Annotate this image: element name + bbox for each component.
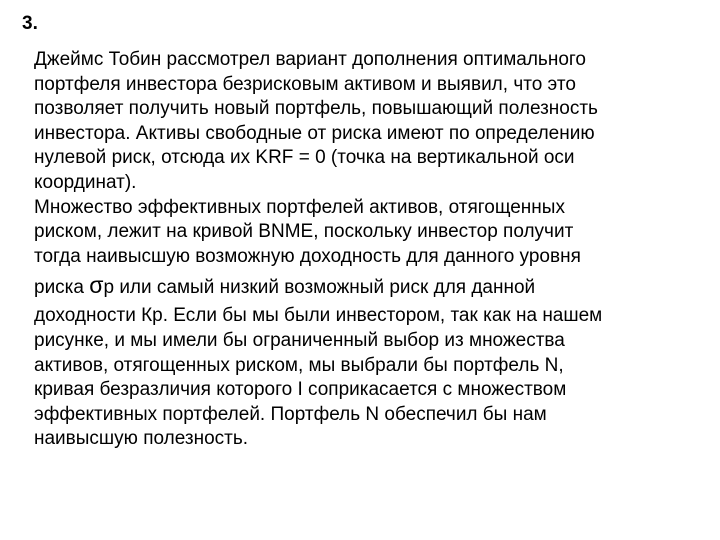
text-line: активов, отягощенных риском, мы выбрали бы портфель N, [34, 354, 564, 376]
text-line: инвестора. Активы свободные от риска имеют по определению [34, 122, 595, 144]
text-line: нулевой риск, отсюда их KRF = 0 (точка на вертикальной оси [34, 147, 575, 169]
text-line: координат). [34, 171, 137, 193]
text-line: наивысшую полезность. [34, 428, 249, 450]
sigma-line-before: риска [34, 277, 90, 299]
slide-number: 3. [22, 13, 38, 34]
text-line: Множество эффективных портфелей активов, отягощенных [34, 196, 565, 218]
text-line: Джеймс Тобин рассмотрел вариант дополнения оптимального [34, 49, 586, 70]
text-line: портфеля инвестора безрисковым активом и выявил, что это [34, 73, 576, 95]
body-text [34, 48, 704, 452]
sigma-symbol: σ [89, 272, 104, 299]
text-line: доходности Кр. Если бы мы были инвестором, так как на нашем [34, 305, 603, 327]
text-line: эффективных портфелей. Портфель N обеспечил бы нам [34, 403, 547, 425]
text-line: риском, лежит на кривой BNME, поскольку инвестор получит [34, 221, 574, 243]
sigma-line-after: р или самый низкий возможный риск для данной [103, 277, 536, 299]
text-line: кривая безразличия которого I соприкасается с множеством [34, 379, 567, 401]
text-line: позволяет получить новый портфель, повышающий полезность [34, 98, 598, 120]
text-line-sigma [34, 269, 704, 304]
text-line: рисунке, и мы имели бы ограниченный выбор из множества [34, 329, 565, 351]
text-line: тогда наивысшую возможную доходность для данного уровня [34, 245, 581, 267]
